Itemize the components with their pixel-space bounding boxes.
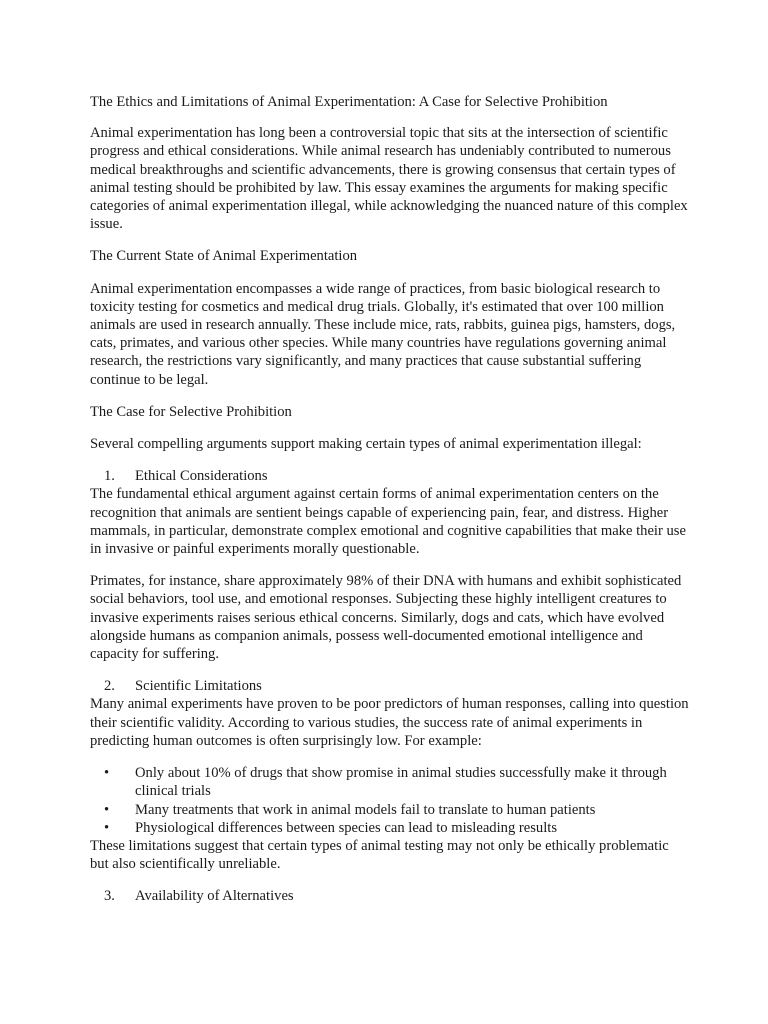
bullet-item xyxy=(90,764,690,800)
list-label: Ethical Considerations xyxy=(135,468,268,485)
list-number: 3. xyxy=(104,888,115,905)
ethical-paragraph-1: The fundamental ethical argument against certain forms of animal experimentation centers on the recognition that animals are sentient beings capable of experiencing pain, fear, and distress. Higher mammals, in particular, demonstrate complex emotional and cognitive capabilities that make their use in invasive or painful experiments morally questionable. xyxy=(90,486,686,558)
current-state-paragraph: Animal experimentation encompasses a wide range of practices, from basic biological research to toxicity testing for cosmetics and medical drug trials. Globally, it's estimated that over 100 million animals are used in research annually. These include mice, rats, rabbits, guinea pigs, hamsters, dogs, cats, primates, and various other species. While many countries have regulations governing animal research, the restrictions vary significantly, and many practices that cause substantial suffering continue to be legal. xyxy=(90,280,676,388)
document-title: The Ethics and Limitations of Animal Experimentation: A Case for Selective Prohibition xyxy=(90,94,608,110)
section-heading-case: The Case for Selective Prohibition xyxy=(90,403,292,420)
bullet-text: Many treatments that work in animal models fail to translate to human patients xyxy=(135,801,596,818)
list-label: Scientific Limitations xyxy=(135,678,262,695)
scientific-paragraph: Many animal experiments have proven to be poor predictors of human responses, calling into question their scientific validity. According to various studies, the success rate of animal experiments in predicting human outcomes is often surprisingly low. For example: xyxy=(90,696,689,749)
scientific-conclusion-paragraph: These limitations suggest that certain types of animal testing may not only be ethically problematic but also scientifically unreliable. xyxy=(90,837,669,873)
bullet-text: Only about 10% of drugs that show promise in animal studies successfully make it through clinical trials xyxy=(135,765,667,800)
section-heading-current-state: The Current State of Animal Experimentation xyxy=(90,248,358,265)
bullet-list xyxy=(90,764,690,837)
intro-paragraph: Animal experimentation has long been a controversial topic that sits at the intersection of scientific progress and ethical considerations. While animal research has undeniably contributed to numerous medical breakthroughs and scientific advancements, there is growing consensus that certain types of animal testing should be prohibited by law. This essay examines the arguments for making specific categories of animal experimentation illegal, while acknowledging the nuanced nature of this complex issue. xyxy=(90,125,688,233)
list-number: 2. xyxy=(104,678,115,695)
bullet-text: Physiological differences between species can lead to misleading results xyxy=(135,819,558,836)
bullet-item xyxy=(90,801,690,819)
bullet-icon: • xyxy=(104,819,110,836)
ethical-paragraph-2: Primates, for instance, share approximately 98% of their DNA with humans and exhibit sophisticated social behaviors, tool use, and emotional responses. Subjecting these highly intelligent creatures to invasive experiments raises serious ethical concerns. Similarly, dogs and cats, which have evolved alongside humans as companion animals, possess well-documented emotional intelligence and capacity for suffering. xyxy=(90,573,682,663)
list-label: Availability of Alternatives xyxy=(135,888,294,905)
numbered-item-alternatives xyxy=(90,887,690,905)
numbered-item-scientific xyxy=(90,677,690,695)
case-intro-paragraph: Several compelling arguments support making certain types of animal experimentation illegal: xyxy=(90,436,642,453)
bullet-item xyxy=(90,819,690,837)
bullet-icon: • xyxy=(104,765,110,782)
document-page xyxy=(90,93,690,906)
numbered-item-ethical xyxy=(90,467,690,485)
list-number: 1. xyxy=(104,468,115,485)
bullet-icon: • xyxy=(104,801,110,818)
